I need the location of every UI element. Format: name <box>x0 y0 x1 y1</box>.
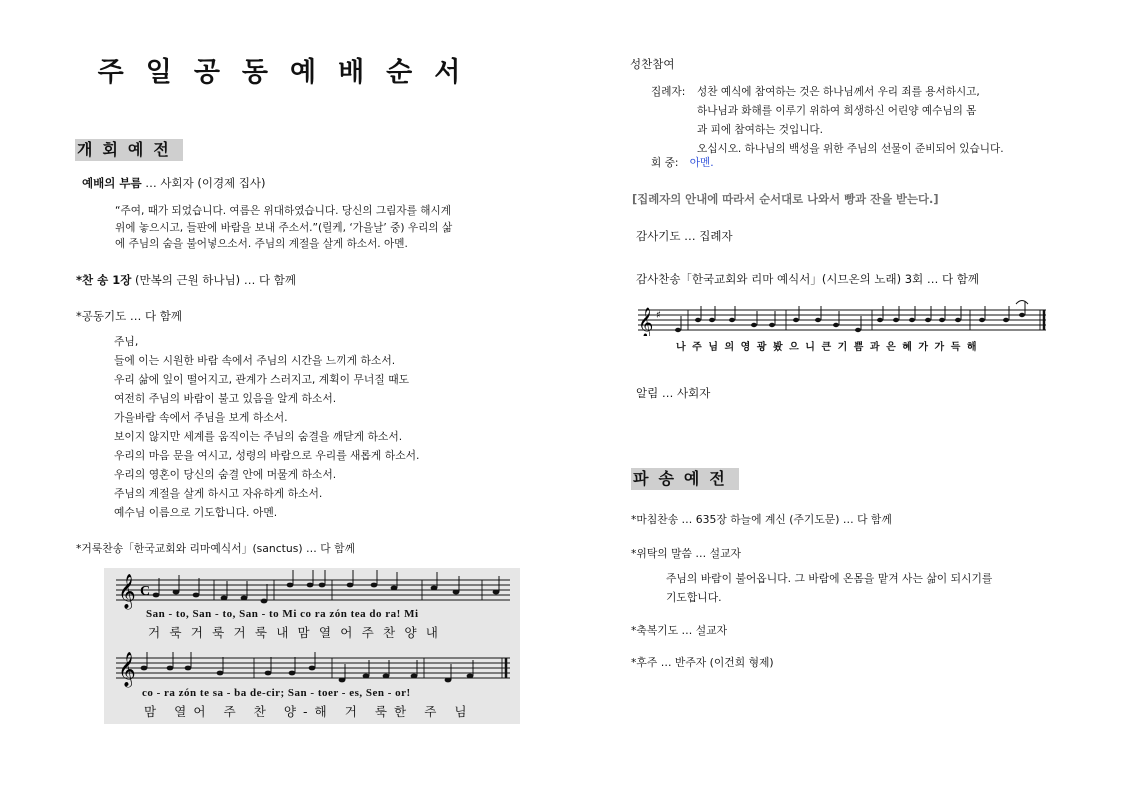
officiant-text <box>697 83 1004 159</box>
officiant-line: 오십시오. 하나님의 백성을 위한 주님의 선물이 준비되어 있습니다. <box>697 143 1004 155</box>
thanks-score-lyrics: 나주님의영광봤으니큰기쁨과은혜가가득해 <box>676 342 984 353</box>
call-text-line: 위에 놓으시고, 들판에 바람을 보내 주소서.”(릴케, ‘가을날’ 중) 우리의 삶 <box>115 221 453 234</box>
closing-hymn: *마침찬송 … 635장 하늘에 계신 (주기도문) … 다 함께 <box>631 513 892 526</box>
opening-section-heading: 개회예전 <box>75 137 183 160</box>
communion-heading: 성찬참여 <box>630 57 675 71</box>
call-text <box>115 203 452 253</box>
sanctus-score <box>104 568 520 724</box>
prayer-label: *공동기도 <box>76 309 127 323</box>
call-to-worship <box>82 174 266 193</box>
svg-text:𝄞: 𝄞 <box>118 574 136 609</box>
svg-text:C: C <box>140 584 151 599</box>
prayer-line: 여전히 주님의 바람이 불고 있음을 알게 하소서. <box>114 392 337 405</box>
officiant-label: 집례자: <box>651 86 686 98</box>
common-prayer <box>76 307 182 326</box>
prayer-line: 우리의 마음 문을 여시고, 성령의 바람으로 우리를 새롭게 하소서. <box>114 449 420 462</box>
thanks-hymn: 감사찬송「한국교회와 리마 예식서」(시므온의 노래) 3회 … 다 함께 <box>636 272 979 286</box>
prayer-line: 주님의 계절을 살게 하시고 자유하게 하소서. <box>114 487 323 500</box>
prayer-line: 가을바람 속에서 주님을 보게 하소서. <box>114 411 288 424</box>
call-by: … 사회자 (이경제 집사) <box>141 176 266 190</box>
prayer-by: … 다 함께 <box>126 309 182 323</box>
prayer-line: 우리의 영혼이 당신의 숨결 안에 머물게 하소서. <box>114 468 337 481</box>
hymn-label: *찬 송 1장 <box>76 273 132 287</box>
officiant-line: 하나님과 화해를 이루기 위하여 희생하신 어린양 예수님의 몸 <box>697 105 977 117</box>
svg-text:𝄞: 𝄞 <box>118 652 136 687</box>
postlude: *후주 … 반주자 (이건희 형제) <box>631 656 774 669</box>
prayer-text <box>114 332 420 522</box>
prayer-line: 보이지 않지만 세계를 움직이는 주님의 숨결을 깨닫게 하소서. <box>114 430 403 443</box>
communion-instruction: [집례자의 안내에 따라서 순서대로 나와서 빵과 잔을 받는다.] <box>632 192 939 206</box>
charge-text <box>666 569 992 607</box>
svg-text:𝄞: 𝄞 <box>638 308 654 336</box>
benediction: *축복기도 … 설교자 <box>631 624 728 637</box>
officiant-line: 성찬 예식에 참여하는 것은 하나님께서 우리 죄를 용서하시고, <box>697 86 980 98</box>
call-label: 예배의 부름 <box>82 176 142 190</box>
charge-line: 주님의 바람이 불어옵니다. 그 바람에 온몸을 맡겨 사는 삶이 되시기를 <box>666 572 993 585</box>
announcements: 알림 … 사회자 <box>636 386 711 400</box>
sanctus-lyrics-korean-2: 맘 열어 주 찬 양-해 거 룩한 주 님 <box>144 704 474 719</box>
prayer-line: 들에 이는 시원한 바람 속에서 주님의 시간을 느끼게 하소서. <box>114 354 396 367</box>
sending-section-heading: 파송예전 <box>631 466 739 489</box>
call-text-line: “주여, 때가 되었습니다. 여름은 위대하였습니다. 당신의 그림자를 해시계 <box>115 205 451 217</box>
page-title: 주일공동예배순서 <box>97 57 483 88</box>
opening-hymn <box>76 271 296 290</box>
sanctus-lyrics-spanish-2: co - ra zón te sa - ba de-cir; San - toer - es, Sen - or! <box>142 687 411 699</box>
prayer-line: 예수님 이름으로 기도합니다. 아멘. <box>114 506 278 519</box>
prayer-line: 주님, <box>114 335 139 348</box>
thanks-score <box>636 296 1048 356</box>
charge-label: *위탁의 말씀 … 설교자 <box>631 547 741 560</box>
hymn-detail: (만복의 근원 하나님) … 다 함께 <box>131 273 296 287</box>
congregation-row <box>651 154 714 173</box>
sanctus-label: *거룩찬송「한국교회와 리마예식서」(sanctus) … 다 함께 <box>76 542 355 555</box>
congregation-response: 아멘. <box>689 157 714 169</box>
sanctus-lyrics-spanish-1: San - to, San - to, San - to Mi co ra zón tea do ra! Mi <box>146 608 419 620</box>
thanks-staff <box>636 296 1048 336</box>
call-text-line: 에 주님의 숨을 불어넣으소서. 주님의 계절을 살게 하소서. 아멘. <box>115 238 408 250</box>
prayer-line: 우리 삶에 잎이 떨어지고, 관계가 스러지고, 계획이 무너질 때도 <box>114 373 410 386</box>
thanks-prayer: 감사기도 … 집례자 <box>636 229 733 243</box>
congregation-label: 회 중: <box>651 157 679 169</box>
officiant-line: 과 피에 참여하는 것입니다. <box>697 124 824 136</box>
charge-line: 기도합니다. <box>666 591 722 604</box>
svg-text:♯: ♯ <box>656 310 661 321</box>
sanctus-lyrics-korean-1: 거룩거룩거룩내맘열어주찬양내 <box>148 625 448 640</box>
